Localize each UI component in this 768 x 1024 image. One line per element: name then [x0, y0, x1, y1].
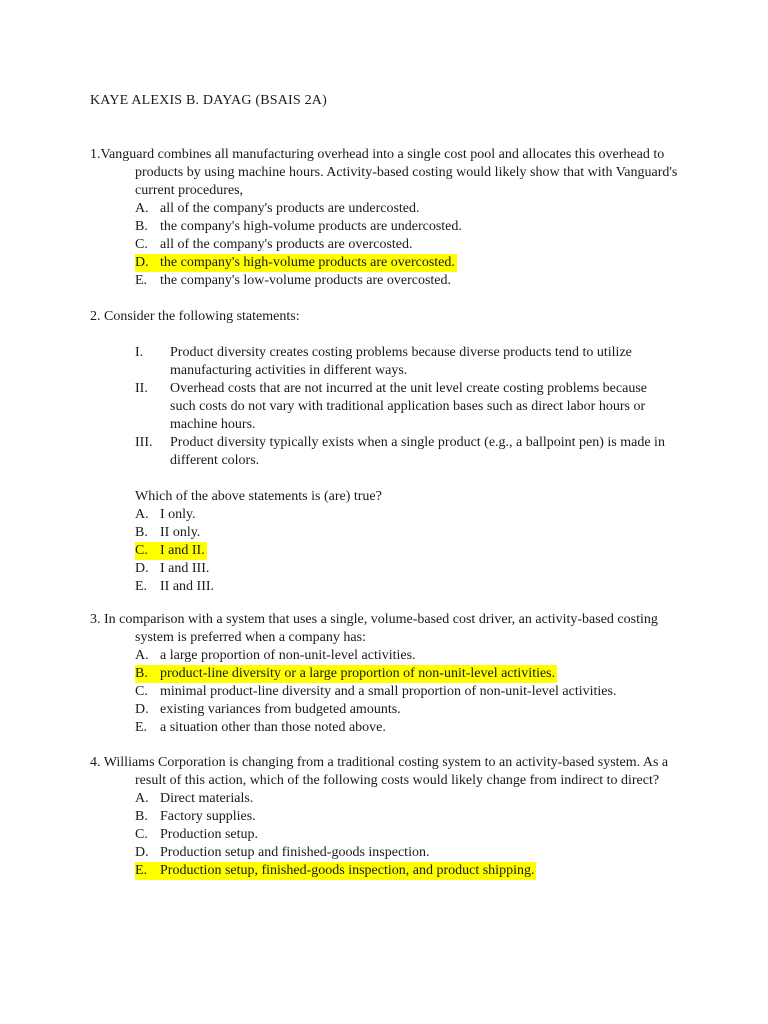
question-2-prompt: Which of the above statements is (are) true?	[135, 489, 382, 504]
question-2-options	[90, 506, 690, 596]
option-b: B. Factory supplies.	[135, 809, 256, 824]
question-4	[90, 754, 690, 880]
statements-list	[135, 344, 690, 470]
option-e: E. II and III.	[135, 579, 215, 594]
option-e-highlighted	[135, 862, 690, 880]
question-2-stem: 2. Consider the following statements:	[90, 309, 300, 324]
answer-highlight: E. Production setup, finished-goods inspection, and product shipping.	[135, 863, 535, 878]
option-d: D. I and III.	[135, 561, 210, 576]
option-b: B. II only.	[135, 525, 201, 540]
option-d-highlighted	[135, 254, 690, 272]
option-a: A. I only.	[135, 507, 196, 522]
option-b: B. the company's high-volume products are undercosted.	[135, 219, 462, 234]
question-1-options	[90, 200, 690, 290]
option-b-highlighted	[135, 665, 690, 683]
question-3-options	[90, 647, 690, 737]
option-d: D. existing variances from budgeted amounts.	[135, 702, 401, 717]
option-a: A. Direct materials.	[135, 791, 254, 806]
question-4-stem: 4. Williams Corporation is changing from a traditional costing system to an activity-based system. As a result of this action, which of the following costs would likely change from indirect to direct?	[90, 755, 669, 788]
question-2	[90, 308, 690, 596]
question-4-options	[90, 790, 690, 880]
option-c: C. minimal product-line diversity and a small proportion of non-unit-level activities.	[135, 684, 617, 699]
answer-highlight: B. product-line diversity or a large proportion of non-unit-level activities.	[135, 666, 556, 681]
student-name-header: KAYE ALEXIS B. DAYAG (BSAIS 2A)	[90, 93, 327, 108]
question-1	[90, 146, 690, 290]
question-3	[90, 611, 690, 737]
option-d: D. Production setup and finished-goods inspection.	[135, 845, 430, 860]
option-a: A. all of the company's products are undercosted.	[135, 201, 420, 216]
statement-3: III. Product diversity typically exists when a single product (e.g., a ballpoint pen) is made in different colors.	[135, 435, 665, 468]
statement-1: I. Product diversity creates costing problems because diverse products tend to utilize manufacturing activities in different ways.	[135, 345, 632, 378]
answer-highlight: D. the company's high-volume products are overcosted.	[135, 255, 455, 270]
option-a: A. a large proportion of non-unit-level activities.	[135, 648, 416, 663]
question-3-stem: 3. In comparison with a system that uses a single, volume-based cost driver, an activity-based costing system is preferred when a company has:	[90, 612, 658, 645]
option-c-highlighted	[135, 542, 690, 560]
answer-highlight: C. I and II.	[135, 543, 205, 558]
option-c: C. Production setup.	[135, 827, 258, 842]
option-e: E. the company's low-volume products are overcosted.	[135, 273, 451, 288]
option-c: C. all of the company's products are overcosted.	[135, 237, 413, 252]
question-1-stem: 1.Vanguard combines all manufacturing overhead into a single cost pool and allocates this overhead to products by using machine hours. Activity-based costing would likely show that with Vanguard's current procedures,	[90, 147, 678, 198]
option-e: E. a situation other than those noted above.	[135, 720, 386, 735]
statement-2: II. Overhead costs that are not incurred at the unit level create costing problems because such costs do not vary with traditional application bases such as direct labor hours or machine hours.	[135, 381, 647, 432]
